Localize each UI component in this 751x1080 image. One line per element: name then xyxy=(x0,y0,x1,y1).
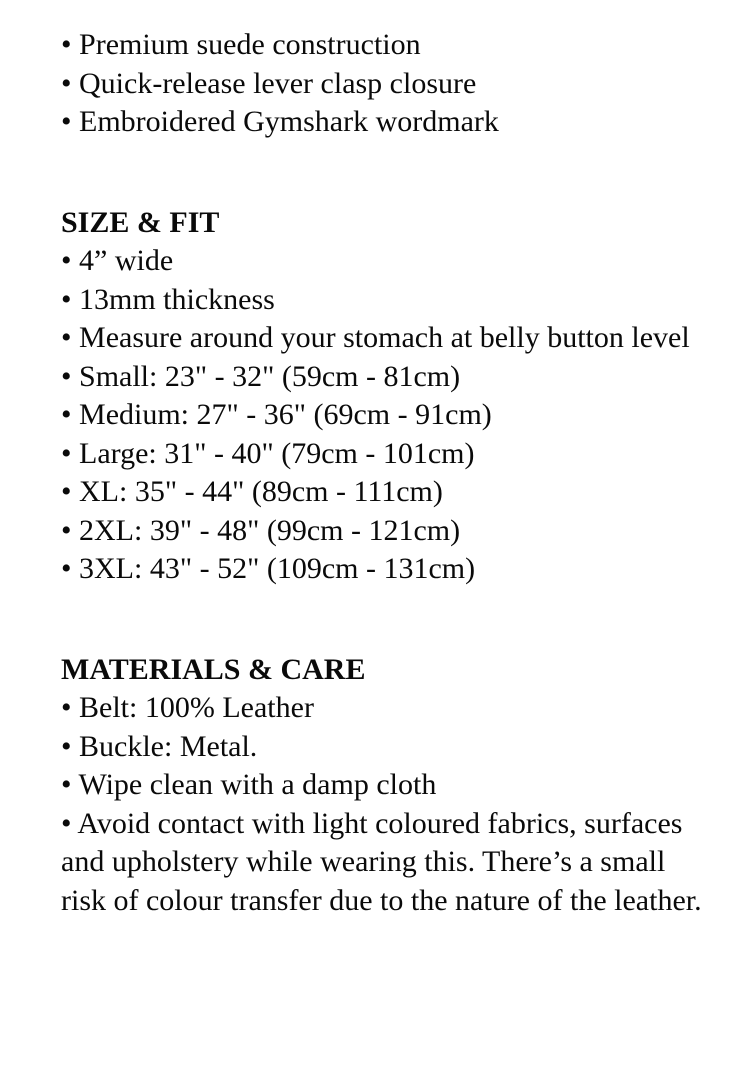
bullet-item xyxy=(61,766,702,805)
bullet-icon: • xyxy=(61,806,72,840)
description-sections xyxy=(61,26,702,920)
bullet-item-text: 2XL: 39" - 48" (99cm - 121cm) xyxy=(79,513,461,547)
bullet-item xyxy=(61,689,702,728)
bullet-item-text: 4” wide xyxy=(79,244,174,277)
bullet-item-text: Belt: 100% Leather xyxy=(79,691,314,724)
bullet-icon: • xyxy=(61,359,72,393)
bullet-item xyxy=(61,805,702,921)
bullet-item xyxy=(61,103,702,142)
bullet-icon: • xyxy=(61,729,72,763)
bullet-icon: • xyxy=(61,282,72,316)
bullet-item xyxy=(61,728,702,767)
bullet-icon: • xyxy=(61,321,72,354)
bullet-icon: • xyxy=(61,768,72,801)
section-items xyxy=(61,242,702,589)
section-items xyxy=(61,26,702,142)
section-heading: SIZE & FIT xyxy=(61,205,220,239)
bullet-item xyxy=(61,435,702,474)
bullet-item-text: Large: 31" - 40" (79cm - 101cm) xyxy=(79,436,475,470)
bullet-item-text: Medium: 27" - 36" (69cm - 91cm) xyxy=(79,398,492,431)
bullet-icon: • xyxy=(61,66,72,100)
bullet-item xyxy=(61,358,702,397)
bullet-item-text: Measure around your stomach at belly button level xyxy=(79,321,690,354)
bullet-item-text: XL: 35" - 44" (89cm - 111cm) xyxy=(79,475,443,508)
bullet-item xyxy=(61,396,702,435)
bullet-icon: • xyxy=(61,28,72,61)
bullet-item-text: Avoid contact with light coloured fabrics, surfaces and upholstery while wearing this. There’s a small risk of colour transfer due to the nature of the leather. xyxy=(61,806,702,917)
bullet-icon: • xyxy=(61,475,72,508)
bullet-item-text: Premium suede construction xyxy=(79,28,421,61)
bullet-item xyxy=(61,242,702,281)
bullet-icon: • xyxy=(61,436,72,470)
bullet-item xyxy=(61,65,702,104)
bullet-icon: • xyxy=(61,398,72,431)
description-section xyxy=(61,204,702,589)
bullet-item xyxy=(61,512,702,551)
bullet-item-text: Quick-release lever clasp closure xyxy=(79,66,477,100)
bullet-item xyxy=(61,319,702,358)
section-items xyxy=(61,689,702,920)
bullet-item-text: 13mm thickness xyxy=(79,282,275,316)
bullet-item xyxy=(61,550,702,589)
bullet-item-text: Buckle: Metal. xyxy=(79,729,258,763)
bullet-item-text: Embroidered Gymshark wordmark xyxy=(79,105,499,138)
bullet-icon: • xyxy=(61,552,72,585)
bullet-icon: • xyxy=(61,513,72,547)
bullet-item-text: Small: 23" - 32" (59cm - 81cm) xyxy=(79,359,461,393)
description-section xyxy=(61,651,702,921)
bullet-item xyxy=(61,473,702,512)
bullet-item-text: Wipe clean with a damp cloth xyxy=(78,768,437,801)
section-heading: MATERIALS & CARE xyxy=(61,652,366,686)
bullet-item-text: 3XL: 43" - 52" (109cm - 131cm) xyxy=(79,552,476,585)
bullet-item xyxy=(61,26,702,65)
bullet-icon: • xyxy=(61,244,72,277)
description-section xyxy=(61,26,702,142)
bullet-icon: • xyxy=(61,105,72,138)
bullet-item xyxy=(61,281,702,320)
bullet-icon: • xyxy=(61,691,72,724)
